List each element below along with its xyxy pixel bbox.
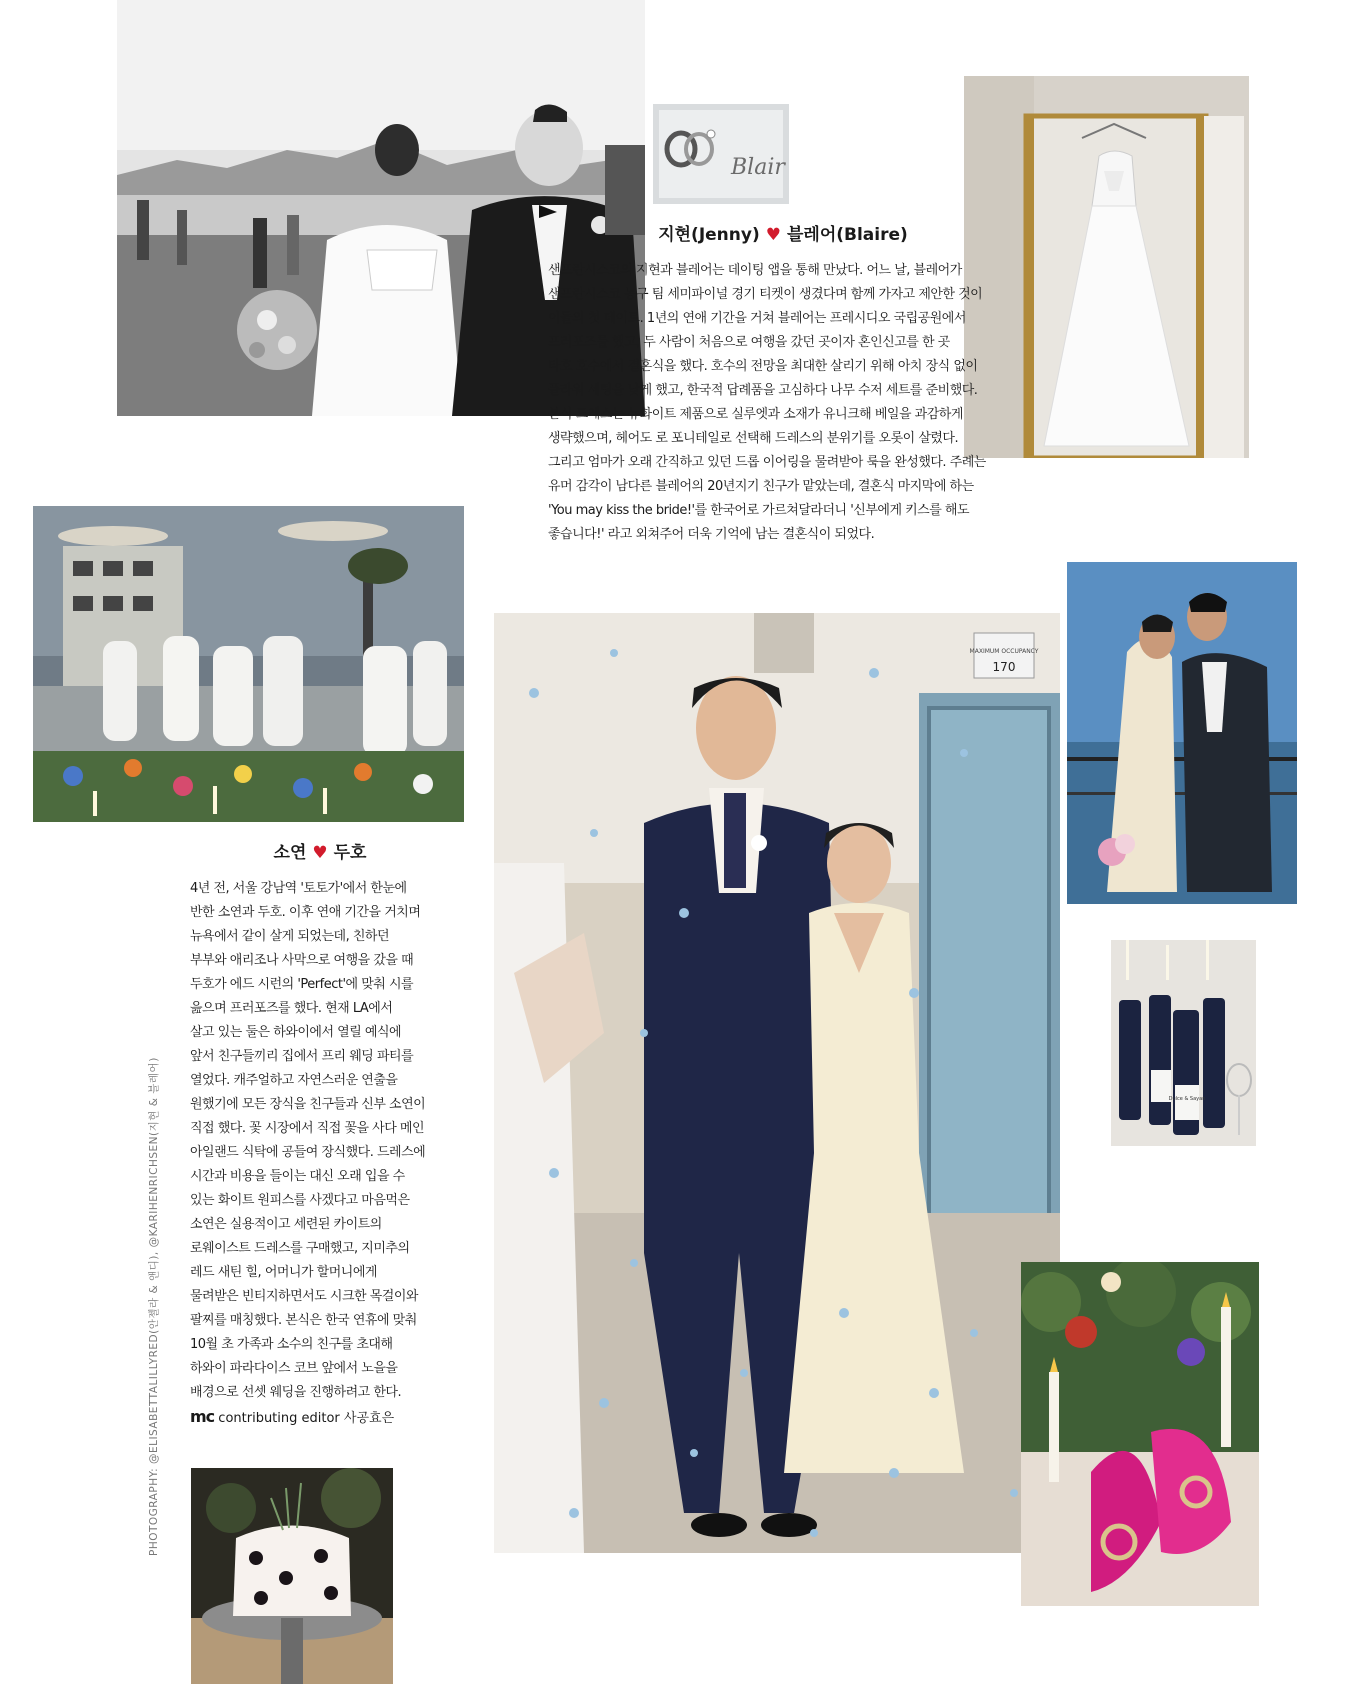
occupancy-sign-text: MAXIMUM OCCUPANCY [969,648,1039,655]
mc-logo: mc [190,1407,215,1426]
body-line: 부부와 애리조나 사막으로 여행을 갔을 때 [190,953,414,968]
photo-party-patio [33,506,464,822]
body-line: 물려받은 빈티지하면서도 시크한 목걸이와 [190,1289,418,1304]
body-line: 타호 호수에서 결혼식을 했다. 호수의 전망을 최대한 살리기 위해 아치 장식 없이 [548,359,978,374]
body-line: 샌프란시스코의 지현과 블레어는 데이팅 앱을 통해 만났다. 어느 날, 블레어가 [548,263,962,278]
body-line: 있는 화이트 원피스를 사겠다고 마음먹은 [190,1193,410,1208]
heart-icon: ♥ [765,225,781,245]
body-line: 앞서 친구들끼리 집에서 프리 웨딩 파티를 [190,1049,414,1064]
body-line: 배경으로 선셋 웨딩을 진행하려고 한다. [190,1385,402,1400]
story-soyeon-duho [190,838,460,1426]
ring-card-script: Blair [731,155,785,180]
heart-icon: ♥ [312,843,328,863]
body-line: 레드 새틴 힐, 어머니가 할머니에게 [190,1265,377,1280]
story-jenny-blaire-name-b: 블레어(Blaire) [786,225,908,245]
story-jenny-blaire-body [548,259,1018,547]
photo-couple-walking-petals [494,613,1060,1553]
story-jenny-blaire-name-a: 지현(Jenny) [658,225,760,245]
photo-wedding-cake [191,1468,393,1684]
body-line: 유머 감각이 남다른 블레어의 20년지기 친구가 맡았는데, 결혼식 마지막에 하는 [548,479,974,494]
body-line: 직접 했다. 꽃 시장에서 직접 꽃을 사다 메인 [190,1121,425,1136]
body-line: 뉴욕에서 같이 살게 되었는데, 친하던 [190,929,390,944]
body-line: 로웨이스트 드레스를 구매했고, 지미추의 [190,1241,410,1256]
body-line: 생략했으며, 헤어도 로 포니테일로 선택해 드레스의 분위기를 오롯이 살렸다. [548,431,959,446]
body-line: 아일랜드 식탁에 공들여 장식했다. 드레스에 [190,1145,426,1160]
photo-pink-heels-candles [1021,1262,1259,1606]
wine-label-text: Dulce & Sayan [1168,1096,1206,1102]
body-line: 원했기에 모든 장식을 친구들과 신부 소연이 [190,1097,426,1112]
photo-wine-bottles [1111,940,1256,1146]
body-line: 반한 소연과 두호. 이후 연애 기간을 거치며 [190,905,421,920]
occupancy-sign-number: 170 [992,660,1016,674]
photo-couple-kiss-harbor [1067,562,1297,904]
body-line: 시간과 비용을 들이는 대신 오래 입을 수 [190,1169,405,1184]
body-line: 10월 초 가족과 소수의 친구를 초대해 [190,1337,393,1352]
story-jenny-blaire [548,220,1018,547]
body-line: 4년 전, 서울 강남역 '토토가'에서 한눈에 [190,881,407,896]
body-line: 그리고 엄마가 오래 간직하고 있던 드롭 이어링을 물려받아 룩을 완성했다. 주례는 [548,455,986,470]
body-line: 소연은 실용적이고 세련된 카이트의 [190,1217,382,1232]
body-line: 'You may kiss the bride!'를 한국어로 가르쳐달라더니 '신부에게 키스를 해도 [548,503,970,518]
story-soyeon-duho-body [190,877,460,1405]
body-line: 두호가 에드 시런의 'Perfect'에 맞춰 시를 [190,977,414,992]
story-jenny-blaire-title [548,220,1018,245]
story-soyeon-duho-name-b: 두호 [333,843,367,863]
body-line: 본식 드레스는 뉴화이트 제품으로 실루엣과 소재가 유니크해 베일을 과감하게 [548,407,963,422]
body-line: 읊으며 프러포즈를 했다. 현재 LA에서 [190,1001,393,1016]
body-line: 좋습니다!' 라고 외쳐주어 더욱 기억에 남는 결혼식이 되었다. [548,527,875,542]
body-line: 샌프란시스코 농구 팀 세미파이널 경기 티켓이 생겼다며 함께 가자고 제안한 것이 [548,287,983,302]
story-soyeon-duho-title [180,838,460,863]
story-soyeon-duho-name-a: 소연 [273,843,307,863]
body-line: 하와이 파라다이스 코브 앞에서 노을을 [190,1361,398,1376]
body-line: 살고 있는 둘은 하와이에서 열릴 예식에 [190,1025,402,1040]
body-line: 열었다. 캐주얼하고 자연스러운 연출을 [190,1073,398,1088]
photo-rings-card [653,104,789,204]
body-line: 이들의 첫 데이트. 1년의 연애 기간을 거쳐 블레어는 프레시디오 국립공원에서 [548,311,966,326]
body-line: 팔찌를 매칭했다. 본식은 한국 연휴에 맞춰 [190,1313,417,1328]
editor-credit-text: contributing editor 사공효은 [218,1411,395,1426]
photo-credit: PHOTOGRAPHY: @ELISABETTALILLYRED(안젤라 & 앤디), @KARIHENRICHSEN(지현 & 블레어) [148,1057,160,1556]
body-line: 프러포즈를 했고, 두 사람이 처음으로 여행을 갔던 곳이자 혼인신고를 한 곳 [548,335,950,350]
body-line: 플라워 세팅을 낮게 했고, 한국적 답례품을 고심하다 나무 수저 세트를 준비했다. [548,383,978,398]
editor-credit [190,1407,460,1426]
